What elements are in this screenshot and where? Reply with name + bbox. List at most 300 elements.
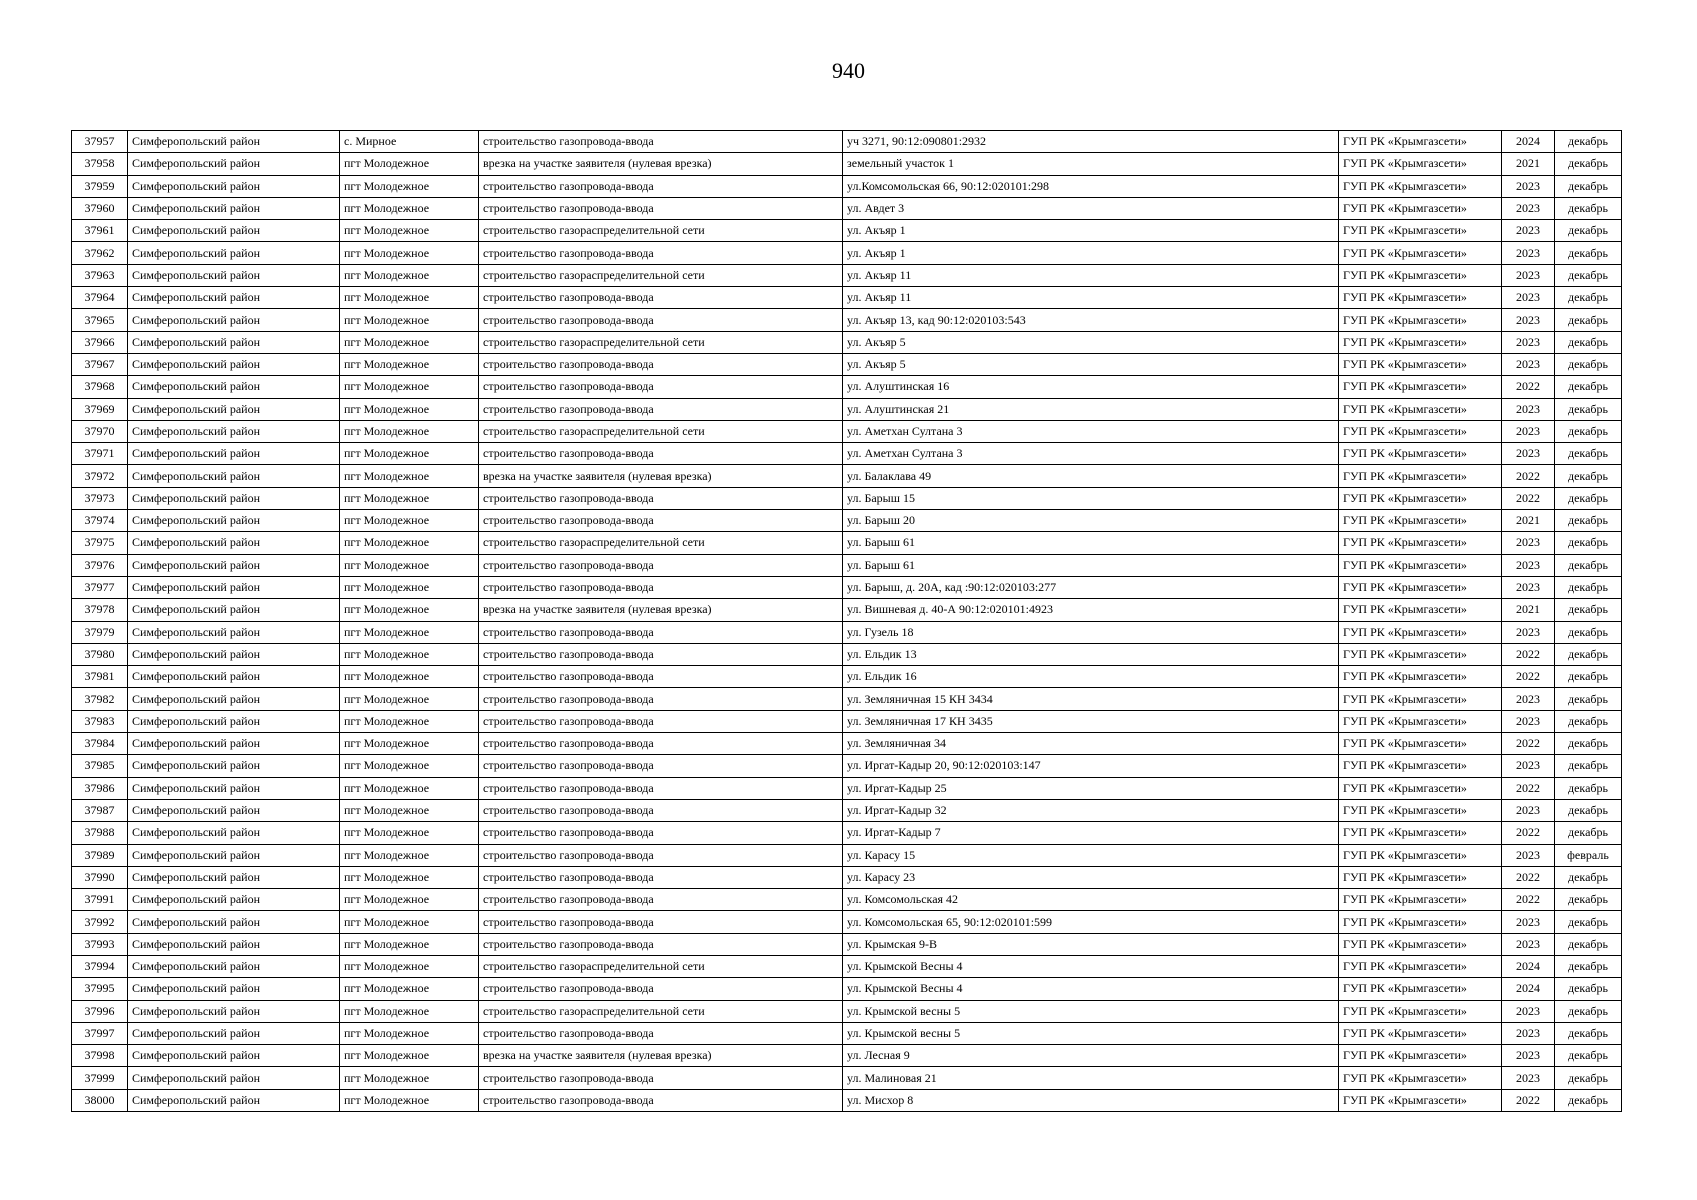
year-cell: 2022 [1502, 465, 1555, 487]
settlement-cell: пгт Молодежное [340, 978, 479, 1000]
month-cell: декабрь [1555, 175, 1622, 197]
organization-cell: ГУП РК «Крымгазсети» [1339, 153, 1502, 175]
year-cell: 2022 [1502, 376, 1555, 398]
record-number-cell: 37970 [72, 420, 128, 442]
organization-cell: ГУП РК «Крымгазсети» [1339, 554, 1502, 576]
year-cell: 2023 [1502, 420, 1555, 442]
month-cell: декабрь [1555, 487, 1622, 509]
table-row [72, 1045, 1622, 1067]
settlement-cell: пгт Молодежное [340, 220, 479, 242]
work-type-cell: строительство газопровода-ввода [479, 398, 843, 420]
work-type-cell: строительство газопровода-ввода [479, 755, 843, 777]
settlement-cell: пгт Молодежное [340, 866, 479, 888]
settlement-cell: пгт Молодежное [340, 1000, 479, 1022]
organization-cell: ГУП РК «Крымгазсети» [1339, 688, 1502, 710]
year-cell: 2023 [1502, 621, 1555, 643]
settlement-cell: пгт Молодежное [340, 643, 479, 665]
table-row [72, 197, 1622, 219]
month-cell: декабрь [1555, 933, 1622, 955]
district-cell: Симферопольский район [128, 1067, 340, 1089]
year-cell: 2022 [1502, 1089, 1555, 1111]
table-row [72, 220, 1622, 242]
year-cell: 2023 [1502, 532, 1555, 554]
address-cell: ул. Акъяр 5 [843, 353, 1339, 375]
table-row [72, 955, 1622, 977]
settlement-cell: пгт Молодежное [340, 264, 479, 286]
organization-cell: ГУП РК «Крымгазсети» [1339, 398, 1502, 420]
settlement-cell: пгт Молодежное [340, 911, 479, 933]
table-row [72, 710, 1622, 732]
district-cell: Симферопольский район [128, 532, 340, 554]
year-cell: 2023 [1502, 576, 1555, 598]
record-number-cell: 37987 [72, 799, 128, 821]
address-cell: ул. Барыш 20 [843, 510, 1339, 532]
settlement-cell: пгт Молодежное [340, 621, 479, 643]
month-cell: декабрь [1555, 443, 1622, 465]
record-number-cell: 37978 [72, 599, 128, 621]
year-cell: 2024 [1502, 955, 1555, 977]
record-number-cell: 38000 [72, 1089, 128, 1111]
month-cell: декабрь [1555, 978, 1622, 1000]
settlement-cell: пгт Молодежное [340, 1089, 479, 1111]
table-row [72, 398, 1622, 420]
work-type-cell: строительство газораспределительной сети [479, 420, 843, 442]
work-type-cell: строительство газораспределительной сети [479, 532, 843, 554]
record-number-cell: 37976 [72, 554, 128, 576]
settlement-cell: пгт Молодежное [340, 777, 479, 799]
organization-cell: ГУП РК «Крымгазсети» [1339, 131, 1502, 153]
settlement-cell: пгт Молодежное [340, 443, 479, 465]
address-cell: ул. Барыш 61 [843, 554, 1339, 576]
record-number-cell: 37992 [72, 911, 128, 933]
month-cell: декабрь [1555, 465, 1622, 487]
table-row [72, 175, 1622, 197]
settlement-cell: пгт Молодежное [340, 309, 479, 331]
table-row [72, 376, 1622, 398]
table-row [72, 643, 1622, 665]
address-cell: ул. Гузель 18 [843, 621, 1339, 643]
settlement-cell: пгт Молодежное [340, 1022, 479, 1044]
district-cell: Симферопольский район [128, 844, 340, 866]
district-cell: Симферопольский район [128, 153, 340, 175]
record-number-cell: 37961 [72, 220, 128, 242]
address-cell: ул. Комсомольская 42 [843, 889, 1339, 911]
settlement-cell: пгт Молодежное [340, 153, 479, 175]
settlement-cell: пгт Молодежное [340, 287, 479, 309]
work-type-cell: врезка на участке заявителя (нулевая врезка) [479, 1045, 843, 1067]
month-cell: декабрь [1555, 911, 1622, 933]
settlement-cell: пгт Молодежное [340, 955, 479, 977]
organization-cell: ГУП РК «Крымгазсети» [1339, 866, 1502, 888]
table-row [72, 443, 1622, 465]
district-cell: Симферопольский район [128, 733, 340, 755]
organization-cell: ГУП РК «Крымгазсети» [1339, 710, 1502, 732]
year-cell: 2023 [1502, 1022, 1555, 1044]
address-cell: ул. Алуштинская 21 [843, 398, 1339, 420]
district-cell: Симферопольский район [128, 197, 340, 219]
organization-cell: ГУП РК «Крымгазсети» [1339, 844, 1502, 866]
settlement-cell: пгт Молодежное [340, 465, 479, 487]
table-row [72, 777, 1622, 799]
record-number-cell: 37973 [72, 487, 128, 509]
settlement-cell: пгт Молодежное [340, 554, 479, 576]
organization-cell: ГУП РК «Крымгазсети» [1339, 331, 1502, 353]
organization-cell: ГУП РК «Крымгазсети» [1339, 621, 1502, 643]
district-cell: Симферопольский район [128, 309, 340, 331]
address-cell: ул. Акъяр 11 [843, 264, 1339, 286]
table-row [72, 621, 1622, 643]
address-cell: ул. Акъяр 13, кад 90:12:020103:543 [843, 309, 1339, 331]
organization-cell: ГУП РК «Крымгазсети» [1339, 978, 1502, 1000]
record-number-cell: 37990 [72, 866, 128, 888]
table-row [72, 599, 1622, 621]
settlement-cell: с. Мирное [340, 131, 479, 153]
organization-cell: ГУП РК «Крымгазсети» [1339, 309, 1502, 331]
month-cell: декабрь [1555, 621, 1622, 643]
month-cell: февраль [1555, 844, 1622, 866]
address-cell: ул. Комсомольская 65, 90:12:020101:599 [843, 911, 1339, 933]
record-number-cell: 37995 [72, 978, 128, 1000]
address-cell: ул. Лесная 9 [843, 1045, 1339, 1067]
settlement-cell: пгт Молодежное [340, 532, 479, 554]
address-cell: ул. Ельдик 13 [843, 643, 1339, 665]
district-cell: Симферопольский район [128, 889, 340, 911]
year-cell: 2021 [1502, 153, 1555, 175]
record-number-cell: 37979 [72, 621, 128, 643]
district-cell: Симферопольский район [128, 242, 340, 264]
table-row [72, 242, 1622, 264]
district-cell: Симферопольский район [128, 331, 340, 353]
record-number-cell: 37969 [72, 398, 128, 420]
table-row [72, 309, 1622, 331]
month-cell: декабрь [1555, 331, 1622, 353]
district-cell: Симферопольский район [128, 353, 340, 375]
month-cell: декабрь [1555, 287, 1622, 309]
district-cell: Симферопольский район [128, 576, 340, 598]
year-cell: 2021 [1502, 599, 1555, 621]
address-cell: ул. Крымская 9-В [843, 933, 1339, 955]
table-row [72, 153, 1622, 175]
district-cell: Симферопольский район [128, 376, 340, 398]
district-cell: Симферопольский район [128, 666, 340, 688]
address-cell: ул. Земляничная 17 КН 3435 [843, 710, 1339, 732]
record-number-cell: 37974 [72, 510, 128, 532]
organization-cell: ГУП РК «Крымгазсети» [1339, 666, 1502, 688]
month-cell: декабрь [1555, 510, 1622, 532]
month-cell: декабрь [1555, 822, 1622, 844]
district-cell: Симферопольский район [128, 487, 340, 509]
record-number-cell: 37991 [72, 889, 128, 911]
district-cell: Симферопольский район [128, 554, 340, 576]
table-row [72, 1022, 1622, 1044]
address-cell: ул. Земляничная 15 КН 3434 [843, 688, 1339, 710]
settlement-cell: пгт Молодежное [340, 688, 479, 710]
year-cell: 2022 [1502, 643, 1555, 665]
address-cell: ул. Крымской весны 5 [843, 1000, 1339, 1022]
settlement-cell: пгт Молодежное [340, 889, 479, 911]
organization-cell: ГУП РК «Крымгазсети» [1339, 376, 1502, 398]
settlement-cell: пгт Молодежное [340, 576, 479, 598]
year-cell: 2023 [1502, 755, 1555, 777]
record-number-cell: 37971 [72, 443, 128, 465]
table-row [72, 933, 1622, 955]
month-cell: декабрь [1555, 755, 1622, 777]
address-cell: ул. Вишневая д. 40-А 90:12:020101:4923 [843, 599, 1339, 621]
record-number-cell: 37999 [72, 1067, 128, 1089]
work-type-cell: строительство газопровода-ввода [479, 1089, 843, 1111]
settlement-cell: пгт Молодежное [340, 710, 479, 732]
year-cell: 2023 [1502, 1000, 1555, 1022]
address-cell: ул. Аметхан Султана 3 [843, 443, 1339, 465]
work-type-cell: строительство газопровода-ввода [479, 799, 843, 821]
table-row [72, 287, 1622, 309]
organization-cell: ГУП РК «Крымгазсети» [1339, 777, 1502, 799]
year-cell: 2023 [1502, 287, 1555, 309]
address-cell: ул. Иргат-Кадыр 25 [843, 777, 1339, 799]
year-cell: 2023 [1502, 688, 1555, 710]
address-cell: ул. Акъяр 11 [843, 287, 1339, 309]
district-cell: Симферопольский район [128, 264, 340, 286]
organization-cell: ГУП РК «Крымгазсети» [1339, 755, 1502, 777]
year-cell: 2022 [1502, 733, 1555, 755]
address-cell: земельный участок 1 [843, 153, 1339, 175]
settlement-cell: пгт Молодежное [340, 331, 479, 353]
year-cell: 2023 [1502, 554, 1555, 576]
table-row [72, 331, 1622, 353]
month-cell: декабрь [1555, 1045, 1622, 1067]
work-type-cell: строительство газопровода-ввода [479, 978, 843, 1000]
year-cell: 2023 [1502, 197, 1555, 219]
work-type-cell: строительство газопровода-ввода [479, 554, 843, 576]
address-cell: ул. Барыш 61 [843, 532, 1339, 554]
district-cell: Симферопольский район [128, 978, 340, 1000]
settlement-cell: пгт Молодежное [340, 487, 479, 509]
settlement-cell: пгт Молодежное [340, 1045, 479, 1067]
table-row [72, 822, 1622, 844]
district-cell: Симферопольский район [128, 465, 340, 487]
table-row [72, 487, 1622, 509]
district-cell: Симферопольский район [128, 688, 340, 710]
work-type-cell: строительство газопровода-ввода [479, 710, 843, 732]
month-cell: декабрь [1555, 777, 1622, 799]
address-cell: ул. Акъяр 5 [843, 331, 1339, 353]
table-row [72, 889, 1622, 911]
district-cell: Симферопольский район [128, 755, 340, 777]
organization-cell: ГУП РК «Крымгазсети» [1339, 487, 1502, 509]
settlement-cell: пгт Молодежное [340, 822, 479, 844]
year-cell: 2022 [1502, 487, 1555, 509]
work-type-cell: строительство газопровода-ввода [479, 197, 843, 219]
address-cell: ул. Балаклава 49 [843, 465, 1339, 487]
district-cell: Симферопольский район [128, 866, 340, 888]
organization-cell: ГУП РК «Крымгазсети» [1339, 532, 1502, 554]
table-row [72, 666, 1622, 688]
month-cell: декабрь [1555, 353, 1622, 375]
record-number-cell: 37986 [72, 777, 128, 799]
organization-cell: ГУП РК «Крымгазсети» [1339, 443, 1502, 465]
district-cell: Симферопольский район [128, 621, 340, 643]
record-number-cell: 37988 [72, 822, 128, 844]
record-number-cell: 37975 [72, 532, 128, 554]
work-type-cell: строительство газопровода-ввода [479, 510, 843, 532]
district-cell: Симферопольский район [128, 287, 340, 309]
table-row [72, 532, 1622, 554]
work-type-cell: строительство газопровода-ввода [479, 889, 843, 911]
address-cell: уч 3271, 90:12:090801:2932 [843, 131, 1339, 153]
month-cell: декабрь [1555, 264, 1622, 286]
district-cell: Симферопольский район [128, 398, 340, 420]
work-type-cell: строительство газопровода-ввода [479, 1067, 843, 1089]
month-cell: декабрь [1555, 643, 1622, 665]
table-row [72, 1000, 1622, 1022]
year-cell: 2023 [1502, 710, 1555, 732]
record-number-cell: 37996 [72, 1000, 128, 1022]
organization-cell: ГУП РК «Крымгазсети» [1339, 799, 1502, 821]
district-cell: Симферопольский район [128, 643, 340, 665]
organization-cell: ГУП РК «Крымгазсети» [1339, 465, 1502, 487]
work-type-cell: строительство газопровода-ввода [479, 822, 843, 844]
work-type-cell: строительство газопровода-ввода [479, 242, 843, 264]
organization-cell: ГУП РК «Крымгазсети» [1339, 197, 1502, 219]
work-type-cell: строительство газопровода-ввода [479, 131, 843, 153]
settlement-cell: пгт Молодежное [340, 242, 479, 264]
address-cell: ул. Карасу 15 [843, 844, 1339, 866]
month-cell: декабрь [1555, 688, 1622, 710]
district-cell: Симферопольский район [128, 911, 340, 933]
year-cell: 2023 [1502, 220, 1555, 242]
month-cell: декабрь [1555, 1000, 1622, 1022]
record-number-cell: 37964 [72, 287, 128, 309]
month-cell: декабрь [1555, 532, 1622, 554]
address-cell: ул. Ельдик 16 [843, 666, 1339, 688]
organization-cell: ГУП РК «Крымгазсети» [1339, 1000, 1502, 1022]
work-type-cell: строительство газопровода-ввода [479, 576, 843, 598]
organization-cell: ГУП РК «Крымгазсети» [1339, 353, 1502, 375]
month-cell: декабрь [1555, 599, 1622, 621]
month-cell: декабрь [1555, 376, 1622, 398]
month-cell: декабрь [1555, 799, 1622, 821]
table-row [72, 978, 1622, 1000]
work-type-cell: врезка на участке заявителя (нулевая врезка) [479, 599, 843, 621]
month-cell: декабрь [1555, 242, 1622, 264]
organization-cell: ГУП РК «Крымгазсети» [1339, 420, 1502, 442]
year-cell: 2023 [1502, 331, 1555, 353]
table-row [72, 1067, 1622, 1089]
table-row [72, 866, 1622, 888]
record-number-cell: 37972 [72, 465, 128, 487]
month-cell: декабрь [1555, 309, 1622, 331]
month-cell: декабрь [1555, 955, 1622, 977]
organization-cell: ГУП РК «Крымгазсети» [1339, 955, 1502, 977]
record-number-cell: 37967 [72, 353, 128, 375]
table-row [72, 131, 1622, 153]
district-cell: Симферопольский район [128, 1089, 340, 1111]
record-number-cell: 37980 [72, 643, 128, 665]
organization-cell: ГУП РК «Крымгазсети» [1339, 576, 1502, 598]
year-cell: 2022 [1502, 889, 1555, 911]
district-cell: Симферопольский район [128, 1000, 340, 1022]
organization-cell: ГУП РК «Крымгазсети» [1339, 1045, 1502, 1067]
table-row [72, 1089, 1622, 1111]
record-number-cell: 37966 [72, 331, 128, 353]
month-cell: декабрь [1555, 220, 1622, 242]
month-cell: декабрь [1555, 554, 1622, 576]
table-row [72, 510, 1622, 532]
district-cell: Симферопольский район [128, 510, 340, 532]
district-cell: Симферопольский район [128, 799, 340, 821]
record-number-cell: 37985 [72, 755, 128, 777]
settlement-cell: пгт Молодежное [340, 510, 479, 532]
year-cell: 2023 [1502, 398, 1555, 420]
organization-cell: ГУП РК «Крымгазсети» [1339, 643, 1502, 665]
year-cell: 2023 [1502, 911, 1555, 933]
settlement-cell: пгт Молодежное [340, 1067, 479, 1089]
work-type-cell: строительство газораспределительной сети [479, 1000, 843, 1022]
record-number-cell: 37997 [72, 1022, 128, 1044]
month-cell: декабрь [1555, 733, 1622, 755]
record-number-cell: 37977 [72, 576, 128, 598]
address-cell: ул. Барыш 15 [843, 487, 1339, 509]
settlement-cell: пгт Молодежное [340, 755, 479, 777]
district-cell: Симферопольский район [128, 822, 340, 844]
organization-cell: ГУП РК «Крымгазсети» [1339, 889, 1502, 911]
year-cell: 2024 [1502, 978, 1555, 1000]
table-row [72, 755, 1622, 777]
table-row [72, 799, 1622, 821]
table-row [72, 353, 1622, 375]
settlement-cell: пгт Молодежное [340, 844, 479, 866]
table-row [72, 733, 1622, 755]
address-cell: ул. Крымской весны 5 [843, 1022, 1339, 1044]
organization-cell: ГУП РК «Крымгазсети» [1339, 175, 1502, 197]
organization-cell: ГУП РК «Крымгазсети» [1339, 220, 1502, 242]
work-type-cell: строительство газопровода-ввода [479, 376, 843, 398]
record-number-cell: 37993 [72, 933, 128, 955]
work-type-cell: врезка на участке заявителя (нулевая врезка) [479, 465, 843, 487]
district-cell: Симферопольский район [128, 220, 340, 242]
work-type-cell: строительство газопровода-ввода [479, 443, 843, 465]
address-cell: ул. Акъяр 1 [843, 242, 1339, 264]
address-cell: ул. Крымской Весны 4 [843, 955, 1339, 977]
month-cell: декабрь [1555, 1022, 1622, 1044]
district-cell: Симферопольский район [128, 131, 340, 153]
work-type-cell: строительство газопровода-ввода [479, 777, 843, 799]
work-type-cell: строительство газораспределительной сети [479, 264, 843, 286]
record-number-cell: 37957 [72, 131, 128, 153]
table-row [72, 465, 1622, 487]
record-number-cell: 37989 [72, 844, 128, 866]
record-number-cell: 37962 [72, 242, 128, 264]
year-cell: 2023 [1502, 242, 1555, 264]
organization-cell: ГУП РК «Крымгазсети» [1339, 733, 1502, 755]
record-number-cell: 37965 [72, 309, 128, 331]
organization-cell: ГУП РК «Крымгазсети» [1339, 242, 1502, 264]
settlement-cell: пгт Молодежное [340, 197, 479, 219]
address-cell: ул. Иргат-Кадыр 20, 90:12:020103:147 [843, 755, 1339, 777]
settlement-cell: пгт Молодежное [340, 733, 479, 755]
year-cell: 2021 [1502, 510, 1555, 532]
organization-cell: ГУП РК «Крымгазсети» [1339, 287, 1502, 309]
district-cell: Симферопольский район [128, 443, 340, 465]
registry-table [71, 130, 1622, 1112]
address-cell: ул. Иргат-Кадыр 7 [843, 822, 1339, 844]
work-type-cell: врезка на участке заявителя (нулевая врезка) [479, 153, 843, 175]
table-row [72, 576, 1622, 598]
address-cell: ул. Авдет 3 [843, 197, 1339, 219]
address-cell: ул. Земляничная 34 [843, 733, 1339, 755]
month-cell: декабрь [1555, 420, 1622, 442]
page-number: 940 [832, 58, 865, 83]
